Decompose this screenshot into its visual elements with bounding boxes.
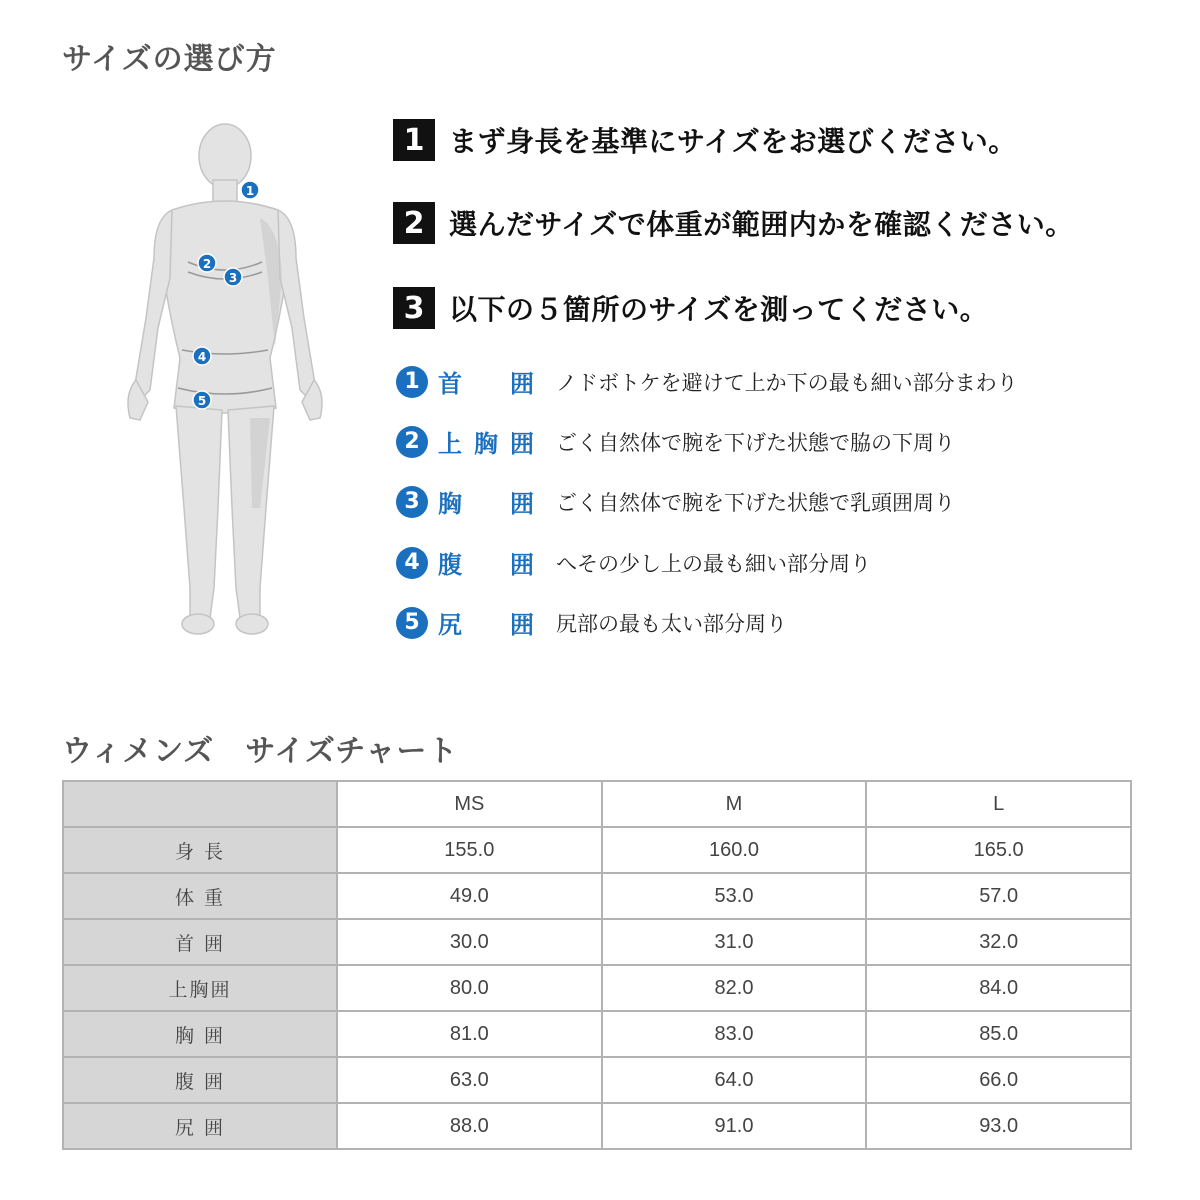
table-row: [63, 919, 1131, 965]
measure-description: ごく自然体で腕を下げた状態で脇の下周り: [556, 430, 955, 455]
measure-item-chest: [396, 484, 955, 519]
guide-title: サイズの選び方: [62, 42, 277, 77]
svg-text:5: 5: [197, 394, 207, 408]
table-row: [63, 1057, 1131, 1103]
table-cell: 31.0: [602, 919, 867, 965]
step-number-badge: 2: [393, 202, 435, 244]
row-label: 尻 囲: [63, 1103, 337, 1149]
step-number-badge: 3: [393, 287, 435, 329]
row-label: 胸 囲: [63, 1011, 337, 1057]
measure-name: 胸 囲: [438, 490, 534, 518]
svg-text:3: 3: [228, 271, 238, 285]
svg-text:4: 4: [197, 350, 207, 364]
measure-number-badge: 5: [396, 607, 428, 639]
row-label: 身 長: [63, 827, 337, 873]
figure-marker-3: [224, 268, 242, 286]
size-chart-table: [62, 780, 1132, 1150]
figure-marker-2: [198, 254, 216, 272]
table-cell: 53.0: [602, 873, 867, 919]
measure-number-badge: 2: [396, 426, 428, 458]
table-cell: 30.0: [337, 919, 602, 965]
table-row: [63, 1103, 1131, 1149]
measure-item-waist: [396, 545, 871, 580]
column-header-m: M: [602, 781, 867, 827]
figure-marker-1: [241, 181, 259, 199]
figure-marker-5: [193, 391, 211, 409]
table-cell: 93.0: [866, 1103, 1131, 1149]
row-label: 体 重: [63, 873, 337, 919]
measure-description: へその少し上の最も細い部分周り: [556, 551, 871, 576]
table-corner-cell: [63, 781, 337, 827]
column-header-ms: MS: [337, 781, 602, 827]
step-2: [393, 202, 1074, 244]
table-cell: 165.0: [866, 827, 1131, 873]
table-cell: 81.0: [337, 1011, 602, 1057]
table-header-row: [63, 781, 1131, 827]
svg-text:2: 2: [202, 257, 212, 271]
table-row: [63, 827, 1131, 873]
table-row: [63, 965, 1131, 1011]
step-3: [393, 287, 988, 329]
table-cell: 84.0: [866, 965, 1131, 1011]
measure-number-badge: 1: [396, 366, 428, 398]
measure-name: 尻 囲: [438, 611, 534, 639]
measure-name: 首 囲: [438, 370, 534, 398]
table-cell: 57.0: [866, 873, 1131, 919]
table-cell: 155.0: [337, 827, 602, 873]
measure-number-badge: 3: [396, 486, 428, 518]
measure-name: 上胸囲: [438, 430, 534, 458]
step-text: 以下の５箇所のサイズを測ってください。: [449, 293, 989, 326]
row-label: 上胸囲: [63, 965, 337, 1011]
step-1: [393, 119, 1017, 161]
figure-marker-4: [193, 347, 211, 365]
table-cell: 32.0: [866, 919, 1131, 965]
table-cell: 91.0: [602, 1103, 867, 1149]
size-chart-title: ウィメンズ サイズチャート: [62, 734, 459, 769]
measure-item-hip: [396, 605, 787, 640]
table-cell: 49.0: [337, 873, 602, 919]
table-cell: 160.0: [602, 827, 867, 873]
table-row: [63, 1011, 1131, 1057]
measure-description: ノドボトケを避けて上か下の最も細い部分まわり: [556, 370, 1018, 395]
step-text: まず身長を基準にサイズをお選びください。: [449, 125, 1017, 158]
table-cell: 66.0: [866, 1057, 1131, 1103]
table-row: [63, 873, 1131, 919]
table-cell: 82.0: [602, 965, 867, 1011]
body-figure-illustration: [110, 118, 340, 648]
table-cell: 88.0: [337, 1103, 602, 1149]
table-cell: 80.0: [337, 965, 602, 1011]
table-cell: 85.0: [866, 1011, 1131, 1057]
measure-name: 腹 囲: [438, 551, 534, 579]
measure-number-badge: 4: [396, 547, 428, 579]
table-cell: 64.0: [602, 1057, 867, 1103]
row-label: 腹 囲: [63, 1057, 337, 1103]
row-label: 首 囲: [63, 919, 337, 965]
step-number-badge: 1: [393, 119, 435, 161]
column-header-l: L: [866, 781, 1131, 827]
measure-description: ごく自然体で腕を下げた状態で乳頭囲周り: [556, 490, 955, 515]
measure-description: 尻部の最も太い部分周り: [556, 611, 787, 636]
table-cell: 83.0: [602, 1011, 867, 1057]
svg-text:1: 1: [245, 184, 255, 198]
step-text: 選んだサイズで体重が範囲内かを確認ください。: [449, 208, 1074, 241]
measure-item-neck: [396, 364, 1018, 399]
measure-item-upper-chest: [396, 424, 955, 459]
table-cell: 63.0: [337, 1057, 602, 1103]
